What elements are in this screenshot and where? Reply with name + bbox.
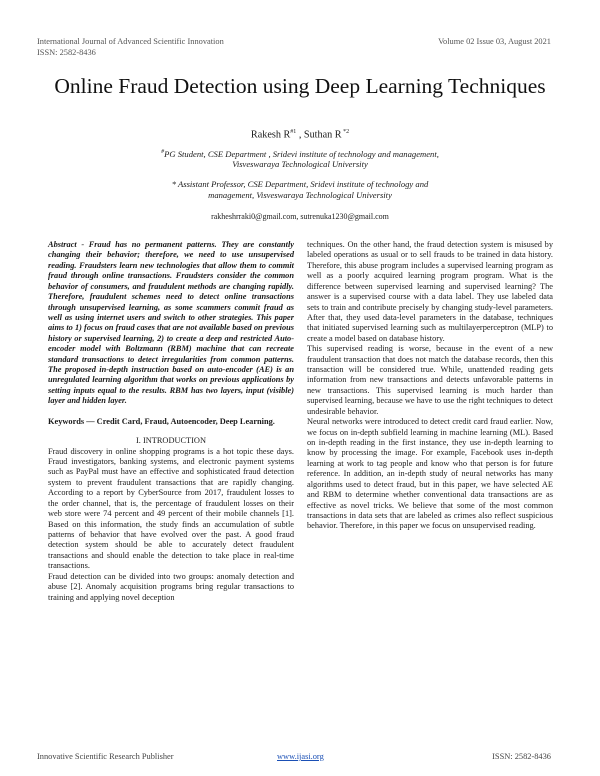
- footer-url-link[interactable]: www.ijasi.org: [277, 752, 324, 761]
- author-2-mark: *2: [341, 129, 350, 135]
- right-column: [307, 240, 553, 532]
- paragraph: Fraud discovery in online shopping programs is a hot topic these days. Fraud investigators, banking systems, and electronic payment systems such as PayPal must have an effective and sophisticated fraud detection system to prevent fraudulent transactions that are rapidly changing. According to a report by CyberSource from 2017, fraudulent losses to the order channel, that is, the percentage of fraudulent losses on their web store were 74 percent and 49 percent of their mobile channels [1]. Based on this information, the study finds an accumulation of subtle patterns of behavior that have evolved over the past. A good fraud detection system should be able to accurately detect fraudulent transactions and should enable the detection to take place in real-time transactions.: [48, 446, 294, 571]
- paragraph: Fraud detection can be divided into two groups: anomaly detection and abuse [2]. Anomaly acquisition programs bring regular transactions to training and applying novel deception: [48, 571, 294, 602]
- volume-issue: Volume 02 Issue 03, August 2021: [438, 37, 551, 46]
- paragraph: techniques. On the other hand, the fraud detection system is misused by labeled operations as usual or to sell frauds to be trained in data history. Therefore, this abuse program includes a supervised learning program as well as a poorly acquired learning program program. What is the difference between supervised learning and supervised learning? The answer is a supervised course with a data label. They use labeled data sets to train and contribute precisely by changing study-level parameters. After that, they used data-level parameters in the database, techniques that initiated supervised learning such as multilayerperceptron (MLP) to create a model based on database history.: [307, 240, 553, 343]
- author-1: Rakesh R: [250, 129, 291, 141]
- left-column: [48, 240, 294, 603]
- keywords: Keywords — Credit Card, Fraud, Autoencoder, Deep Learning.: [48, 416, 275, 426]
- abstract: Abstract - Fraud has no permanent patterns. They are constantly changing their behavior; therefore, we need to use unsupervised reading. Fraudsters learn new technologies that allow them to commit fraud through online transactions. Fraudsters consider the common behavior of consumers, and fraudulent methods are changing rapidly. Therefore, fraudulent schemes need to detect online transactions through unsupervised learning, as some scammers commit fraud as well as using internet users and switch to other strategies. This paper aims to 1) focus on fraud cases that are not available based on previous history or supervised learning, 2) to create a deep and restricted Auto-encoder model with Boltzmann (RBM) machine that can recreate standard transactions to detect irregularities from common patterns. The proposed in-depth instruction based on auto-encoder (AE) is an unregulated learning algorithm that works on previous applications by setting inputs equal to the results. RBM has two layers, input (visible) layer and hidden layer.: [48, 240, 294, 406]
- author-2: Suthan R: [303, 129, 342, 141]
- journal-name: International Journal of Advanced Scientific Innovation: [37, 37, 224, 46]
- author-1-mark: #1: [290, 129, 297, 135]
- affiliation-1: [150, 147, 450, 170]
- section-heading-introduction: I. INTRODUCTION: [136, 436, 206, 446]
- author-emails: rakheshrraki0@gmail.com, sutrenuka1230@gmail.com: [211, 212, 389, 221]
- paragraph: This supervised reading is worse, because in the event of a new fraudulent transaction that does not match the database records, then this transaction will be considered true. While, unattended reading gets information from new transactions and detects unfavorable patterns in new transactions. This supervised learning is much harder than supervised learning, because we have to use the right techniques to detect undesirable behavior.: [307, 344, 553, 416]
- paragraph: Neural networks were introduced to detect credit card fraud earlier. Now, we focus on in-depth subfield learning in machine learning (ML). Based on in-depth reading in the first instance, they use in-depth learning to know by processing the image. For example, Facebook uses in-depth learning at work to tag people and know who that person is for future reference. In addition, an in-depth study of neural networks has many algorithms used to detect fraud, but in this paper, we have selected AE and RBM to determine whether conventional data transactions are as effective as novel tricks. We believe that some of the most common transactions in data sets that are labeled as crimes also reflect suspicious behavior. Therefore, in this paper we focus on unsupervised reading.: [307, 417, 553, 531]
- page-footer: [37, 752, 551, 761]
- header-issn: ISSN: 2582-8436: [37, 48, 96, 57]
- footer-publisher: Innovative Scientific Research Publisher: [37, 752, 174, 761]
- paper-title: Online Fraud Detection using Deep Learning Techniques: [54, 74, 546, 98]
- author-line: [0, 129, 600, 140]
- footer-issn: ISSN: 2582-8436: [492, 752, 551, 761]
- running-header: [37, 36, 551, 58]
- affiliation-1-text: PG Student, CSE Department , Sridevi institute of technology and management, Visveswaraya Technological University: [164, 148, 439, 170]
- affiliation-2: * Assistant Professor, CSE Department, Sridevi institute of technology and management, Visveswaraya Technological University: [171, 179, 429, 200]
- affiliation-1-mark: #: [161, 149, 165, 155]
- author-separator: ,: [296, 129, 304, 141]
